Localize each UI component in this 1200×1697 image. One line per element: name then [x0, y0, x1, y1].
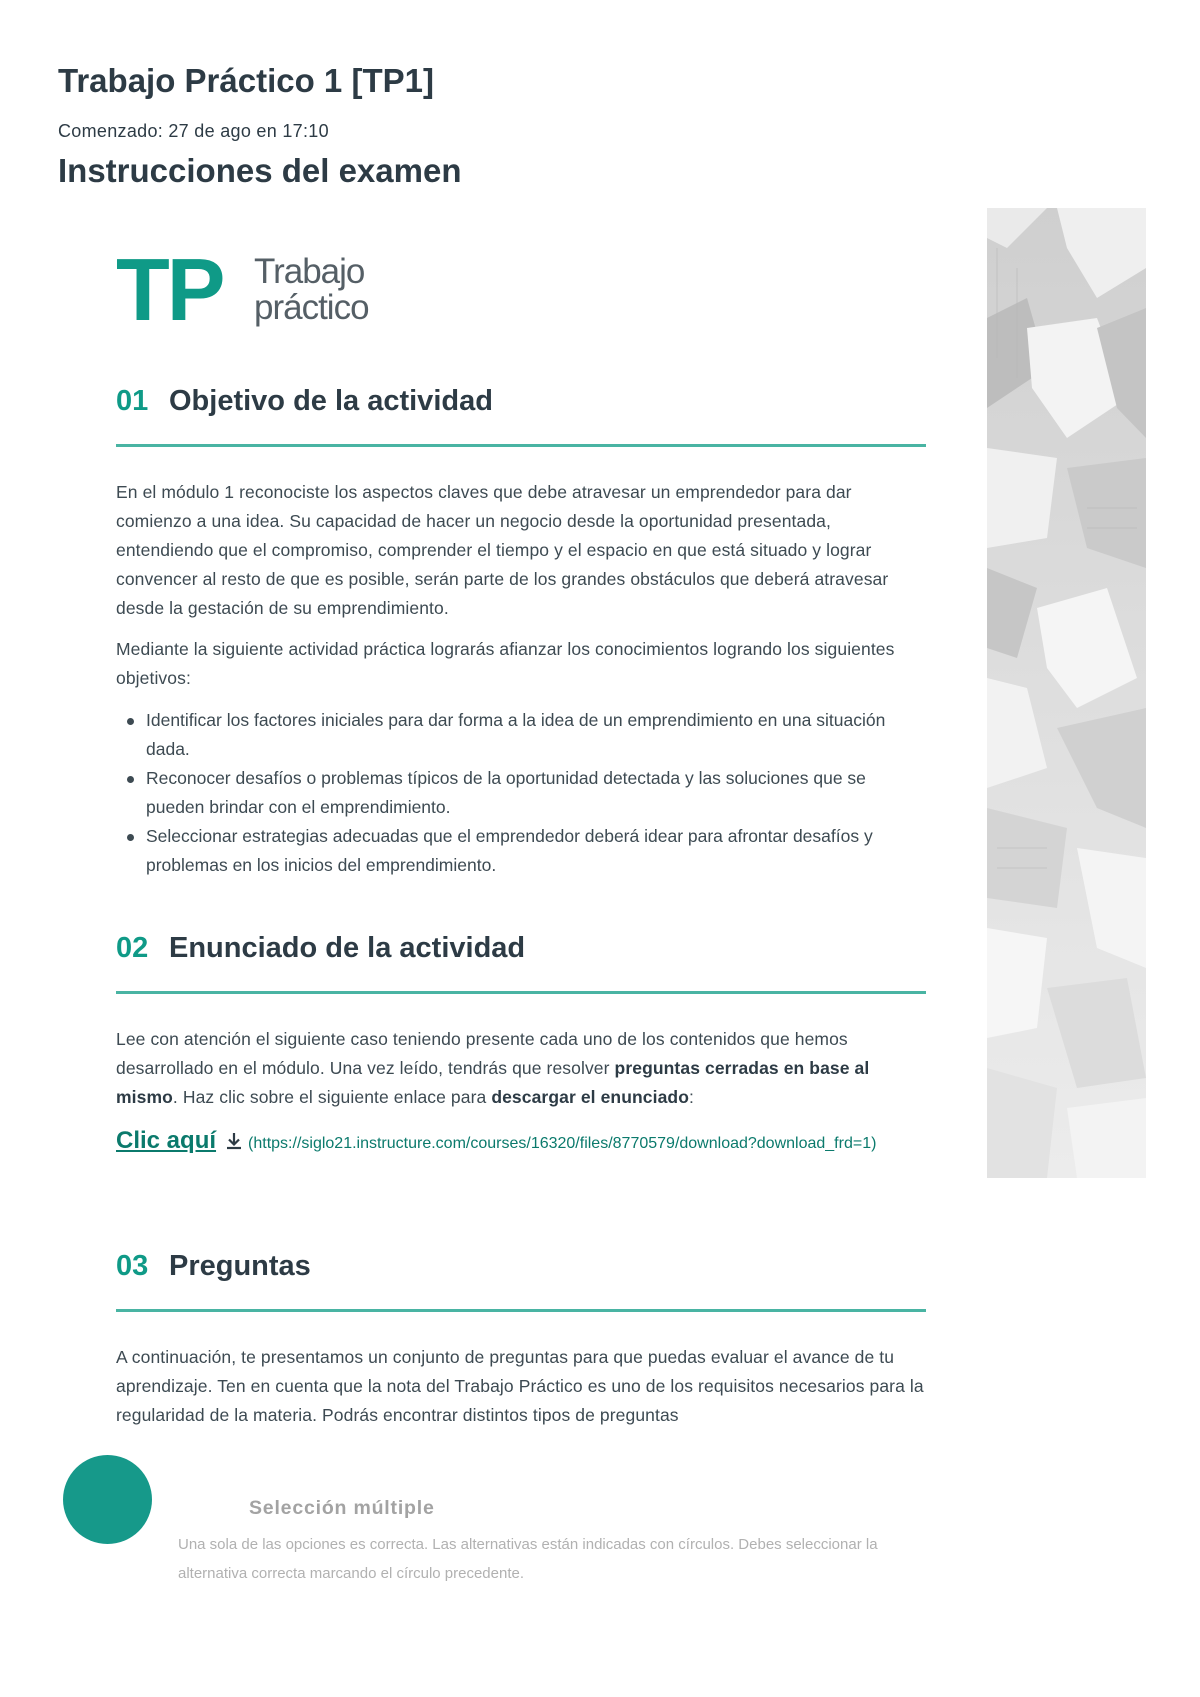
bold-text: preguntas cerradas en base al mismo [116, 1058, 870, 1107]
text-run: . Haz clic sobre el siguiente enlace para [172, 1087, 492, 1107]
list-item: Reconocer desafíos o problemas típicos de la oportunidad detectada y las soluciones que se pueden brindar con el emprendimiento. [146, 764, 926, 822]
section-header [116, 1245, 926, 1312]
started-timestamp: Comenzado: 27 de ago en 17:10 [58, 121, 329, 141]
instructions-title: Instrucciones del examen [58, 152, 462, 189]
section-title: Objetivo de la actividad [169, 385, 493, 417]
section-number: 02 [116, 932, 149, 964]
list-item: Identificar los factores iniciales para dar forma a la idea de un emprendimiento en una situación dada. [146, 706, 926, 764]
question-type-description: Una sola de las opciones es correcta. Las alternativas están indicadas con círculos. Debes seleccionar la alternativa correcta marcando el círculo precedente. [178, 1536, 878, 1582]
download-link-line [116, 1124, 926, 1163]
tp-logo-letters: TP [116, 240, 223, 339]
section-statement [116, 927, 926, 1163]
section-paragraph [116, 1025, 926, 1112]
list-item: Seleccionar estrategias adecuadas que el emprendedor deberá idear para afrontar desafíos y problemas en los inicios del emprendimiento. [146, 822, 926, 880]
text-run: : [689, 1087, 694, 1107]
question-type-circle [63, 1455, 152, 1544]
download-icon[interactable] [224, 1130, 244, 1163]
page-title: Trabajo Práctico 1 [TP1] [58, 62, 434, 99]
download-url[interactable]: (https://siglo21.instructure.com/courses/16320/files/8770579/download?download_frd=1) [248, 1135, 877, 1152]
section-header [116, 380, 926, 447]
text-run: Lee con atención el siguiente caso teniendo presente cada uno de los contenidos que hemos desarrollado en el módulo. Una vez leído, tendrás que resolver [116, 1029, 848, 1078]
section-paragraph: Mediante la siguiente actividad práctica lograrás afianzar los conocimientos logrando los siguientes objetivos: [116, 639, 895, 688]
section-number: 03 [116, 1250, 149, 1282]
decorative-side-image [987, 208, 1146, 1178]
tp-logo-word [254, 254, 369, 326]
objectives-list [116, 706, 926, 880]
section-title: Preguntas [169, 1250, 311, 1282]
section-number: 01 [116, 385, 149, 417]
download-link[interactable]: Clic aquí [116, 1127, 217, 1154]
question-type-title: Selección múltiple [249, 1497, 435, 1519]
section-title: Enunciado de la actividad [169, 932, 526, 964]
section-paragraph: A continuación, te presentamos un conjunto de preguntas para que puedas evaluar el avance de tu aprendizaje. Ten en cuenta que la nota del Trabajo Práctico es uno de los requisitos necesarios para la regularidad de la materia. Podrás encontrar distintos tipos de preguntas [116, 1347, 924, 1425]
section-questions [116, 1245, 926, 1430]
section-paragraph: En el módulo 1 reconociste los aspectos claves que debe atravesar un emprendedor para dar comienzo a una idea. Su capacidad de hacer un negocio desde la oportunidad presentada, entendiendo que el compromiso, comprender el tiempo y el espacio en que está situado y lograr convencer al resto de que es posible, serán parte de los grandes obstáculos que deberá atravesar desde la gestación de su emprendimiento. [116, 482, 889, 618]
tp-logo-word-line2: práctico [254, 288, 369, 327]
section-header [116, 927, 926, 994]
bold-text: descargar el enunciado [491, 1087, 690, 1107]
tp-logo-word-line1: Trabajo [254, 252, 365, 291]
section-objective [116, 380, 926, 880]
